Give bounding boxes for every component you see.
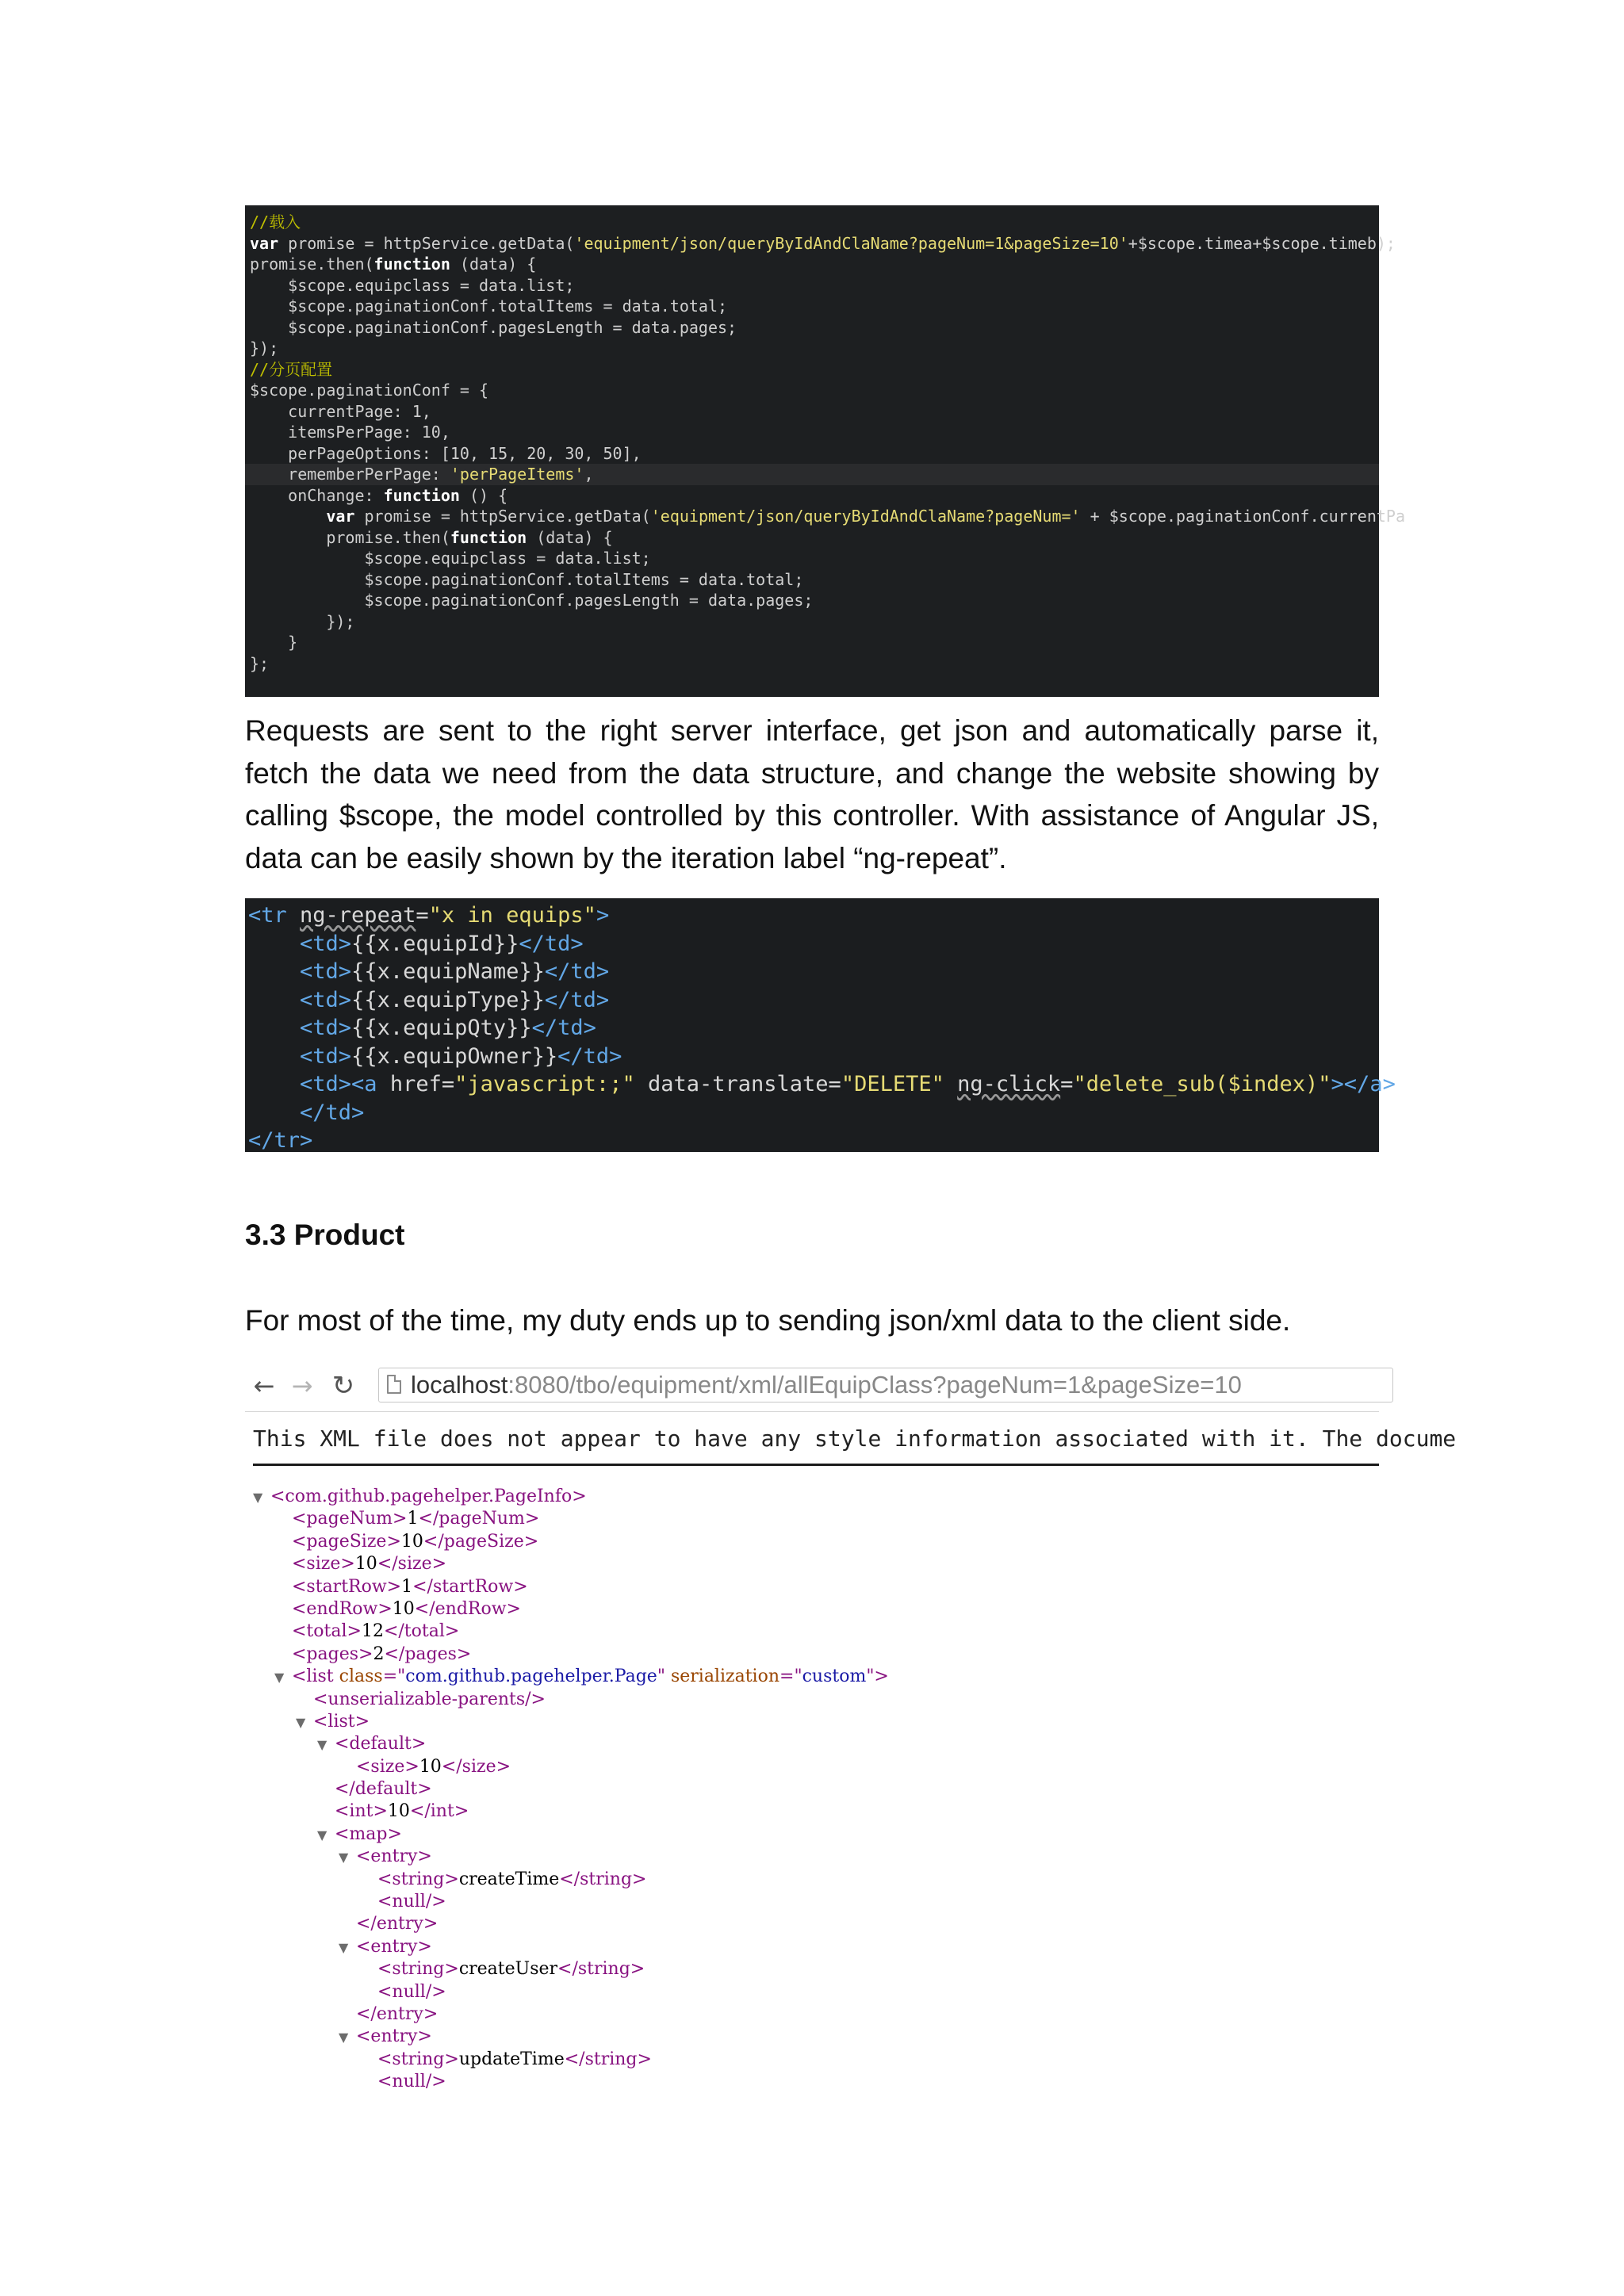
xml-node	[253, 1689, 1379, 1711]
paragraph-line: fetch the data we need from the data structure, and change the website showing by	[245, 756, 1379, 790]
browser-screenshot	[245, 1362, 1457, 2107]
indent-spacer	[360, 2049, 377, 2072]
xml-token: </entry>	[356, 2003, 439, 2024]
indent-spacer	[339, 2004, 356, 2026]
indent-spacer	[360, 1892, 377, 1914]
browser-toolbar	[245, 1362, 1379, 1412]
code-token: itemsPerPage: 10,	[250, 423, 450, 442]
xml-node	[253, 1621, 1379, 1643]
xml-node[interactable]	[253, 1666, 1379, 1688]
xml-token: <default>	[335, 1734, 427, 1755]
code-line	[250, 443, 1374, 465]
url-text	[411, 1371, 1242, 1399]
xml-token: <size>	[356, 1756, 419, 1777]
code-token: <td>	[300, 1016, 352, 1040]
xml-token: ="	[779, 1667, 802, 1687]
indent-spacer	[274, 1509, 292, 1531]
code-line	[250, 380, 1374, 401]
code-line	[245, 464, 1379, 485]
arrow-right-icon[interactable]: →	[291, 1371, 313, 1401]
xml-token: <entry>	[356, 2026, 432, 2047]
xml-token: <endRow>	[292, 1598, 393, 1619]
xml-token: 10	[387, 1801, 410, 1822]
xml-token: 10	[419, 1756, 442, 1777]
expand-triangle-icon[interactable]: ▼	[317, 1737, 327, 1753]
xml-token: <list	[292, 1667, 339, 1687]
code-token: =	[828, 1072, 841, 1096]
code-token: {{x.equipType}}	[351, 987, 545, 1012]
code-token: $scope.paginationConf.totalItems = data.total;	[250, 569, 804, 589]
code-token: $scope.paginationConf.pagesLength = data.pages;	[250, 317, 737, 337]
code-token: $scope.paginationConf = {	[250, 381, 489, 400]
code-line	[250, 611, 1374, 633]
xml-token: 10	[392, 1598, 415, 1619]
xml-tree	[253, 1486, 1379, 2094]
expand-triangle-icon[interactable]: ▼	[339, 1850, 349, 1866]
page-icon	[387, 1375, 401, 1394]
xml-token: <string>	[377, 1959, 459, 1980]
indent-spacer	[296, 1689, 313, 1712]
xml-node	[253, 1553, 1379, 1575]
code-token: "delete_sub($index)"	[1073, 1072, 1331, 1096]
product-paragraph: For most of the time, my duty ends up to sending json/xml data to the client side.	[245, 1304, 1291, 1337]
code-line	[250, 233, 1396, 254]
code-token: function	[373, 254, 450, 274]
xml-token: <list>	[313, 1711, 370, 1732]
code-token: </td>	[544, 987, 610, 1012]
code-token: {{x.equipName}}	[351, 959, 545, 984]
code-token: </td>	[544, 959, 610, 984]
code-line	[248, 986, 1376, 1015]
code-token: promise = httpService.getData(	[354, 507, 651, 526]
code-line	[248, 930, 1376, 959]
xml-token: </entry>	[356, 1914, 439, 1934]
xml-token: </size>	[441, 1756, 511, 1777]
code-line	[250, 275, 1374, 297]
code-line	[248, 901, 1376, 930]
code-token: (data) {	[527, 527, 613, 547]
code-token: <tr	[248, 903, 301, 928]
javascript-code-block	[245, 205, 1405, 697]
code-token: <td>	[300, 931, 352, 956]
code-line	[250, 212, 1374, 233]
reload-icon[interactable]: ↻	[331, 1370, 355, 1402]
code-token: =	[441, 1072, 455, 1096]
code-line	[250, 527, 1374, 549]
code-token: onChange:	[250, 485, 384, 505]
paragraph-line: data can be easily shown by the iteration label “ng-repeat”.	[245, 841, 1007, 874]
code-line	[248, 1099, 1376, 1127]
code-token: {{x.equipId}}	[351, 931, 519, 956]
code-line	[248, 1043, 1376, 1071]
xml-token: createTime	[458, 1869, 560, 1889]
xml-token: <string>	[377, 2049, 459, 2069]
code-token: var	[326, 507, 355, 526]
code-token: "javascript:;"	[454, 1072, 635, 1096]
code-token: 'equipment/json/queryByIdAndClaName?pageNum='	[650, 507, 1081, 526]
code-token	[248, 988, 300, 1012]
code-line	[248, 1070, 1396, 1099]
code-token: currentPage: 1,	[250, 401, 431, 421]
indent-spacer	[274, 1644, 292, 1667]
url-host: localhost	[411, 1371, 508, 1399]
xml-token: serialization	[670, 1667, 780, 1687]
xml-token: </endRow>	[414, 1598, 521, 1619]
xml-node[interactable]	[253, 1486, 1379, 1508]
xml-token: 1	[407, 1509, 419, 1529]
code-token: rememberPerPage:	[250, 465, 450, 484]
xml-node	[253, 1778, 1379, 1800]
xml-token: <unserializable-parents/>	[313, 1689, 546, 1709]
code-token: <td>	[300, 987, 352, 1012]
code-token: + $scope.paginationConf.currentPa	[1080, 507, 1405, 526]
indent-spacer	[274, 1599, 292, 1621]
code-token: }	[250, 633, 298, 652]
expand-triangle-icon[interactable]: ▼	[274, 1670, 285, 1686]
code-line	[250, 548, 1374, 569]
code-token: //载入	[250, 212, 301, 232]
code-token: //分页配置	[250, 359, 333, 379]
code-line	[250, 338, 1374, 359]
html-code-block	[245, 898, 1396, 1153]
code-token: >	[596, 903, 610, 928]
xml-node	[253, 1598, 1379, 1621]
xml-node	[253, 2071, 1379, 2093]
code-token: function	[450, 527, 527, 547]
xml-token: </string>	[557, 1959, 645, 1980]
paragraph-line: calling $scope, the model controlled by this controller. With assistance of Angular JS,	[245, 799, 1379, 832]
code-token: function	[383, 485, 460, 505]
code-token	[944, 1072, 957, 1096]
code-line	[250, 254, 1374, 275]
code-token: +$scope.timea+$scope.timeb);	[1128, 233, 1396, 253]
code-token: 'perPageItems'	[450, 465, 584, 484]
xml-token: </default>	[335, 1779, 432, 1800]
code-token	[248, 1016, 300, 1040]
code-token: <td>	[300, 1043, 352, 1069]
xml-token: </pages>	[384, 1644, 472, 1664]
code-token: =	[416, 903, 429, 928]
xml-token: <entry>	[356, 1846, 432, 1867]
xml-token: </pageNum>	[418, 1509, 540, 1529]
url-path: :8080/tbo/equipment/xml/allEquipClass?pageNum=1&pageSize=10	[508, 1371, 1242, 1399]
xml-node	[253, 1981, 1379, 2003]
indent-spacer	[317, 1779, 335, 1801]
code-token: data-translate	[634, 1072, 829, 1096]
indent-spacer	[360, 2072, 377, 2094]
xml-token: 1	[401, 1576, 413, 1597]
xml-token: <null/>	[377, 1892, 446, 1912]
xml-token: 10	[400, 1531, 423, 1552]
code-token: {{x.equipQty}}	[351, 1016, 532, 1040]
xml-token: </startRow>	[412, 1576, 528, 1597]
indent-spacer	[274, 1577, 292, 1599]
code-token	[248, 932, 300, 956]
code-token: {{x.equipOwner}}	[351, 1043, 558, 1069]
xml-style-notice: This XML file does not appear to have any style information associated with it. The docume	[253, 1425, 1457, 1452]
indent-spacer	[274, 1532, 292, 1554]
code-token: $scope.equipclass = data.list;	[250, 275, 575, 295]
code-line	[250, 485, 1374, 507]
paragraph-line: Requests are sent to the right server interface, get json and automatically parse it,	[245, 714, 1379, 747]
code-token	[248, 1100, 300, 1125]
xml-token: class	[339, 1667, 383, 1687]
code-token: href	[389, 1072, 442, 1096]
xml-token: <map>	[335, 1823, 402, 1844]
indent-spacer	[360, 1959, 377, 1981]
code-token	[248, 1044, 300, 1069]
code-token: };	[250, 653, 270, 673]
xml-token: <com.github.pagehelper.PageInfo>	[270, 1487, 587, 1506]
code-token: ,	[584, 465, 594, 484]
code-line	[250, 401, 1374, 423]
xml-token: </string>	[559, 1869, 647, 1889]
address-bar[interactable]	[378, 1368, 1393, 1402]
code-token: var	[250, 233, 279, 253]
xml-token: <string>	[377, 1869, 459, 1889]
xml-node	[253, 1891, 1379, 1913]
xml-token: <int>	[335, 1801, 388, 1822]
code-line	[250, 632, 1374, 653]
xml-node[interactable]	[253, 2026, 1379, 2048]
xml-token: ">	[866, 1667, 889, 1687]
indent-spacer	[274, 1621, 292, 1644]
xml-node	[253, 2049, 1379, 2071]
xml-token: createUser	[458, 1959, 558, 1980]
code-line	[248, 1014, 1376, 1043]
code-token: perPageOptions: [10, 15, 20, 30, 50],	[250, 443, 642, 463]
xml-token: </string>	[564, 2049, 652, 2069]
xml-node	[253, 1531, 1379, 1553]
code-line	[250, 569, 1374, 591]
code-token: promise = httpService.getData(	[278, 233, 575, 253]
code-token: </tr>	[248, 1128, 313, 1153]
xml-node	[253, 1913, 1379, 1935]
code-line	[250, 590, 1374, 611]
xml-node[interactable]	[253, 1846, 1379, 1868]
xml-node	[253, 1958, 1379, 1980]
code-line	[250, 506, 1405, 527]
xml-token: <null/>	[377, 1981, 446, 2002]
xml-token: </size>	[377, 1554, 447, 1575]
xml-token: <null/>	[377, 2072, 446, 2092]
indent-spacer	[339, 1914, 356, 1936]
code-token: </td>	[300, 1100, 365, 1125]
code-line	[250, 317, 1374, 339]
code-token	[248, 1072, 300, 1096]
code-token	[250, 507, 326, 526]
code-token: "DELETE"	[841, 1072, 944, 1096]
xml-token: 2	[373, 1644, 385, 1664]
xml-token: <size>	[292, 1554, 355, 1575]
code-token: });	[250, 611, 355, 631]
code-token: $scope.paginationConf.totalItems = data.total;	[250, 297, 728, 316]
xml-node[interactable]	[253, 1823, 1379, 1846]
code-line	[248, 958, 1376, 986]
code-line	[250, 359, 1374, 381]
code-line	[248, 1127, 1376, 1155]
code-token: 'equipment/json/queryByIdAndClaName?pageNum=1&pageSize=10'	[574, 233, 1128, 253]
code-token: ></a>	[1331, 1072, 1396, 1096]
code-token: <td>	[300, 959, 352, 984]
code-token: (data) {	[450, 254, 537, 274]
xml-token: <startRow>	[292, 1576, 402, 1597]
code-line	[250, 296, 1374, 317]
code-line	[250, 653, 1374, 675]
xml-token: 10	[354, 1554, 377, 1575]
indent-spacer	[360, 1982, 377, 2004]
expand-triangle-icon[interactable]: ▼	[296, 1714, 306, 1730]
xml-token: <pageSize>	[292, 1531, 401, 1552]
description-paragraph	[245, 710, 1379, 879]
xml-token: updateTime	[458, 2049, 565, 2069]
xml-token: "	[657, 1667, 671, 1687]
code-token: $scope.equipclass = data.list;	[250, 549, 651, 568]
xml-token: </total>	[383, 1621, 460, 1642]
indent-spacer	[360, 1869, 377, 1892]
code-token: promise.then(	[250, 527, 450, 547]
xml-token: custom	[802, 1667, 867, 1687]
code-token: ng-click	[957, 1072, 1061, 1096]
section-heading: 3.3 Product	[245, 1219, 405, 1251]
xml-token: 12	[361, 1621, 384, 1642]
xml-token: ="	[382, 1667, 406, 1687]
code-token: </td>	[531, 1016, 596, 1040]
xml-token: <entry>	[356, 1936, 432, 1957]
code-token	[248, 959, 300, 984]
code-token: });	[250, 339, 279, 358]
xml-node	[253, 1869, 1379, 1891]
xml-node	[253, 1800, 1379, 1823]
xml-node[interactable]	[253, 1711, 1379, 1733]
indent-spacer	[339, 1757, 356, 1779]
arrow-left-icon[interactable]: ←	[253, 1371, 275, 1401]
code-token: </td>	[557, 1043, 622, 1069]
xml-node	[253, 1508, 1379, 1530]
xml-token: </pageSize>	[423, 1531, 539, 1552]
xml-token: com.github.pagehelper.Page	[405, 1667, 657, 1687]
xml-node[interactable]	[253, 1733, 1379, 1755]
code-token: () {	[459, 485, 508, 505]
code-token: $scope.paginationConf.pagesLength = data.pages;	[250, 591, 814, 610]
xml-node	[253, 1644, 1379, 1666]
code-token: =	[1060, 1072, 1074, 1096]
code-token: promise.then(	[250, 254, 374, 274]
code-line	[250, 422, 1374, 443]
indent-spacer	[317, 1801, 335, 1823]
indent-spacer	[274, 1554, 292, 1576]
expand-triangle-icon[interactable]: ▼	[339, 1939, 349, 1955]
xml-token: <pages>	[292, 1644, 373, 1664]
xml-token: <total>	[292, 1621, 362, 1642]
expand-triangle-icon[interactable]: ▼	[317, 1827, 327, 1843]
xml-token: <pageNum>	[292, 1509, 408, 1529]
code-token: <td><a	[300, 1072, 390, 1096]
code-token: "x in equips"	[428, 903, 596, 928]
expand-triangle-icon[interactable]: ▼	[253, 1490, 263, 1505]
xml-token: </int>	[409, 1801, 469, 1822]
xml-node	[253, 2003, 1379, 2026]
expand-triangle-icon[interactable]: ▼	[339, 2030, 349, 2045]
notice-divider	[253, 1464, 1379, 1466]
xml-node	[253, 1756, 1379, 1778]
xml-node	[253, 1576, 1379, 1598]
code-token: </td>	[519, 931, 584, 956]
xml-node[interactable]	[253, 1936, 1379, 1958]
code-token: ng-repeat	[300, 903, 416, 928]
